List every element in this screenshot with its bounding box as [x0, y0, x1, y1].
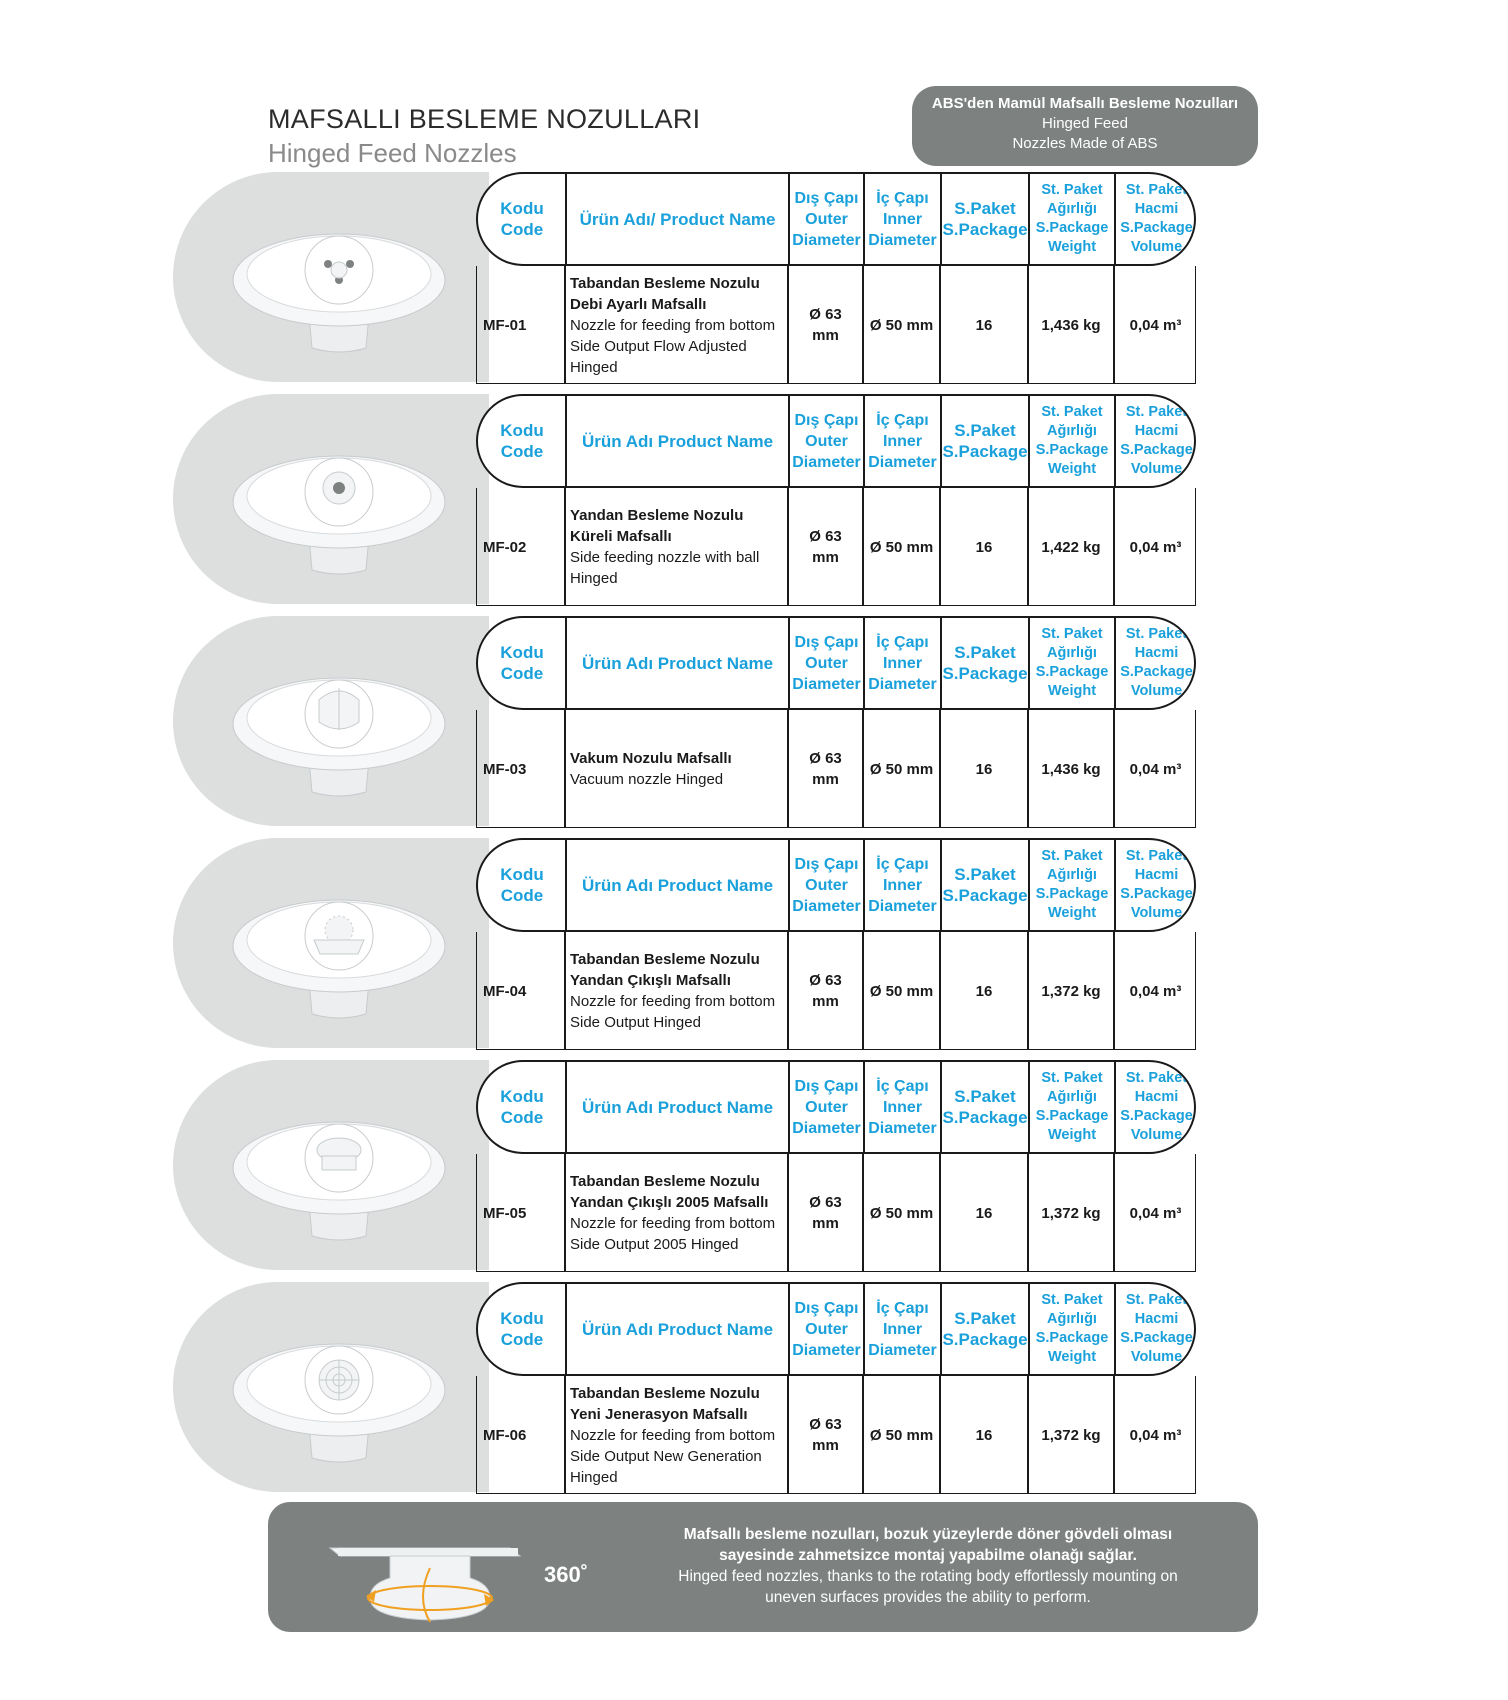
header-package — [941, 618, 1029, 708]
header-outer-diameter-line: Diameter — [792, 453, 861, 471]
header-inner-diameter-line: İç Çapı — [876, 189, 929, 207]
header-package-weight — [1029, 174, 1115, 264]
header-inner-diameter-line: İç Çapı — [876, 855, 929, 873]
outer-diameter — [788, 1154, 863, 1272]
header-package-volume-line: Volume — [1130, 239, 1183, 255]
product-name-en: Nozzle for feeding from bottom — [570, 1426, 776, 1444]
header-code-line: Code — [500, 1330, 544, 1349]
product-name — [565, 488, 787, 606]
product-table — [476, 1060, 1196, 1272]
abs-info-line3: Nozzles Made of ABS — [1012, 135, 1158, 152]
header-package-weight-line: St. Paket — [1041, 848, 1103, 864]
header-outer-diameter — [789, 1284, 864, 1374]
header-package-weight-line: S.Package — [1035, 1108, 1109, 1124]
header-product-name-line: Ürün Adı Product Name — [581, 653, 774, 673]
header-package-volume-line: St. Paket — [1125, 1292, 1188, 1308]
header-package-volume — [1115, 1284, 1196, 1374]
package-volume: 0,04 m³ — [1129, 1204, 1182, 1222]
outer-diameter-value: Ø 63 — [809, 1194, 842, 1211]
inner-diameter: Ø 50 mm — [869, 982, 934, 1000]
header-package-weight — [1029, 396, 1115, 486]
product-table — [476, 838, 1196, 1050]
header-package — [941, 1284, 1029, 1374]
product-name-tr: Yeni Jenerasyon Mafsallı — [570, 1405, 748, 1423]
header-outer-diameter-line: Dış Çapı — [794, 411, 859, 429]
header-package-line: S.Paket — [954, 643, 1016, 662]
header-package-weight-line: St. Paket — [1041, 1070, 1103, 1086]
product-name-tr: Tabandan Besleme Nozulu — [570, 274, 760, 292]
product-name-tr: Yandan Çıkışlı 2005 Mafsallı — [570, 1194, 769, 1211]
table-header — [476, 1060, 1196, 1154]
header-package-volume-line: S.Package — [1120, 1330, 1193, 1346]
header-product-name — [566, 1284, 789, 1374]
header-inner-diameter-line: Inner — [882, 1098, 923, 1116]
product-table — [476, 394, 1196, 606]
header-package-weight-line: Ağırlığı — [1047, 201, 1097, 217]
header-inner-diameter-line: Inner — [882, 654, 923, 672]
table-header — [476, 172, 1196, 266]
header-outer-diameter-line: Dış Çapı — [794, 1077, 859, 1095]
package-volume: 0,04 m³ — [1129, 316, 1182, 334]
product-name-en: Nozzle for feeding from bottom — [570, 316, 776, 334]
header-outer-diameter-line: Diameter — [792, 1119, 861, 1137]
header-package-weight-line: S.Package — [1035, 442, 1109, 458]
table-body-row — [476, 488, 1196, 606]
header-package — [941, 396, 1029, 486]
header-package-weight — [1029, 618, 1115, 708]
product-code: MF-04 — [483, 982, 527, 1000]
product-image — [228, 652, 450, 802]
header-package-line: S.Package — [942, 442, 1028, 461]
header-product-name — [566, 396, 789, 486]
header-product-name-line: Ürün Adı Product Name — [581, 875, 774, 895]
header-outer-diameter-line: Outer — [805, 1098, 848, 1116]
header-inner-diameter-line: Inner — [882, 1320, 923, 1338]
product-name-tr: Yandan Çıkışlı Mafsallı — [570, 972, 731, 989]
header-package-weight-line: St. Paket — [1041, 1292, 1103, 1308]
header-outer-diameter-line: Dış Çapı — [794, 189, 859, 207]
header-package-volume-line: S.Package — [1120, 664, 1193, 680]
header-inner-diameter-line: İç Çapı — [876, 411, 929, 429]
header-inner-diameter-line: Inner — [882, 210, 923, 228]
hinge-info-text — [648, 1524, 1208, 1608]
nozzle-icon — [228, 430, 450, 580]
header-code-line: Kodu — [500, 199, 544, 218]
header-inner-diameter-line: Diameter — [868, 1341, 937, 1359]
outer-diameter-value: Ø 63 — [809, 306, 842, 323]
product-code: MF-02 — [483, 538, 527, 556]
header-outer-diameter-line: Outer — [805, 432, 848, 450]
header-package-weight-line: Ağırlığı — [1047, 1311, 1097, 1327]
inner-diameter: Ø 50 mm — [869, 1204, 934, 1222]
package-weight: 1,372 kg — [1041, 1204, 1101, 1222]
header-package-line: S.Package — [942, 1330, 1028, 1349]
header-inner-diameter — [864, 174, 941, 264]
header-inner-diameter — [864, 1284, 941, 1374]
package-weight: 1,436 kg — [1041, 316, 1101, 334]
table-body-row — [476, 932, 1196, 1050]
product-name-en: Hinged — [570, 358, 618, 376]
header-package-volume-line: Volume — [1130, 683, 1183, 699]
product-row — [0, 838, 1508, 1050]
product-name — [565, 710, 787, 828]
product-name-en: Nozzle for feeding from bottom — [570, 1215, 776, 1232]
product-code: MF-05 — [483, 1204, 527, 1222]
header-code-line: Code — [500, 664, 544, 683]
hinge-info-panel — [268, 1502, 1258, 1632]
outer-diameter — [788, 266, 863, 384]
product-name-tr: Tabandan Besleme Nozulu — [570, 1384, 760, 1402]
inner-diameter: Ø 50 mm — [869, 760, 934, 778]
header-code — [478, 618, 566, 708]
header-code — [478, 1062, 566, 1152]
rotation-degree-label: 360˚ — [544, 1562, 589, 1587]
header-package-weight-line: St. Paket — [1041, 626, 1103, 642]
header-outer-diameter — [789, 840, 864, 930]
header-code-line: Code — [500, 886, 544, 905]
header-package-weight-line: Ağırlığı — [1047, 867, 1097, 883]
header-outer-diameter-line: Outer — [805, 210, 848, 228]
product-name-tr: Yandan Besleme Nozulu — [570, 507, 744, 524]
header-package-weight-line: Weight — [1047, 905, 1097, 921]
header-package-volume-line: S.Package — [1120, 220, 1193, 236]
package-count: 16 — [975, 1426, 993, 1444]
rotation-diagram-icon — [320, 1518, 540, 1626]
header-package-volume-line: Volume — [1130, 905, 1183, 921]
product-name — [565, 932, 787, 1050]
page-title-en: Hinged Feed Nozzles — [268, 138, 517, 168]
header-product-name — [566, 840, 789, 930]
header-code-line: Code — [500, 1108, 544, 1127]
header-package-volume-line: St. Paket — [1125, 1070, 1188, 1086]
header-product-name-line: Ürün Adı Product Name — [581, 431, 774, 451]
header-inner-diameter-line: Diameter — [868, 675, 937, 693]
nozzle-icon — [228, 652, 450, 802]
header-code — [478, 1284, 566, 1374]
header-package-weight-line: St. Paket — [1041, 182, 1103, 198]
header-inner-diameter-line: İç Çapı — [876, 633, 929, 651]
header-package-volume — [1115, 174, 1196, 264]
header-package-volume — [1115, 840, 1196, 930]
header-package-line: S.Package — [942, 1108, 1028, 1127]
header-inner-diameter-line: Diameter — [868, 231, 937, 249]
header-package-volume-line: St. Paket — [1125, 182, 1188, 198]
header-inner-diameter — [864, 618, 941, 708]
header-inner-diameter — [864, 1062, 941, 1152]
header-package-line: S.Paket — [954, 865, 1016, 884]
product-name-en: Hinged — [570, 1468, 618, 1486]
header-outer-diameter — [789, 396, 864, 486]
header-package-weight-line: S.Package — [1035, 886, 1109, 902]
outer-diameter-unit: mm — [812, 1437, 839, 1454]
outer-diameter-unit: mm — [812, 993, 839, 1010]
inner-diameter: Ø 50 mm — [869, 538, 934, 556]
header-inner-diameter-line: İç Çapı — [876, 1077, 929, 1095]
product-name-en: Side feeding nozzle with ball — [570, 549, 760, 566]
table-header — [476, 616, 1196, 710]
table-header — [476, 394, 1196, 488]
header-inner-diameter-line: İç Çapı — [876, 1299, 929, 1317]
header-package-weight — [1029, 840, 1115, 930]
table-body-row — [476, 1376, 1196, 1494]
header-package-volume-line: S.Package — [1120, 442, 1193, 458]
outer-diameter-unit: mm — [812, 327, 839, 344]
header-product-name-line: Ürün Adı Product Name — [581, 1319, 774, 1339]
package-count: 16 — [975, 538, 993, 556]
product-row — [0, 1282, 1508, 1494]
product-code: MF-03 — [483, 760, 527, 778]
header-package-weight-line: Ağırlığı — [1047, 645, 1097, 661]
product-image — [228, 1096, 450, 1246]
outer-diameter-value: Ø 63 — [809, 972, 842, 989]
header-outer-diameter-line: Dış Çapı — [794, 1299, 859, 1317]
header-package-line: S.Paket — [954, 199, 1016, 218]
product-name-en: Side Output Flow Adjusted — [570, 337, 747, 355]
product-row — [0, 1060, 1508, 1272]
product-code: MF-01 — [483, 316, 527, 334]
product-name-en: Hinged — [570, 570, 618, 587]
product-name-en: Nozzle for feeding from bottom — [570, 993, 776, 1010]
outer-diameter — [788, 710, 863, 828]
header-package — [941, 1062, 1029, 1152]
header-package-line: S.Package — [942, 664, 1028, 683]
header-package-weight-line: Weight — [1047, 1127, 1097, 1143]
header-outer-diameter-line: Dış Çapı — [794, 855, 859, 873]
header-package-volume-line: Volume — [1130, 1349, 1183, 1365]
header-code — [478, 396, 566, 486]
header-code-line: Code — [500, 442, 544, 461]
product-code: MF-06 — [483, 1426, 527, 1444]
inner-diameter: Ø 50 mm — [869, 1426, 934, 1444]
header-package-volume-line: St. Paket — [1125, 626, 1188, 642]
header-inner-diameter-line: Inner — [882, 432, 923, 450]
outer-diameter-unit: mm — [812, 549, 839, 566]
header-outer-diameter-line: Outer — [805, 876, 848, 894]
hinge-info-tr2: sayesinde zahmetsizce montaj yapabilme olanağı sağlar. — [719, 1547, 1137, 1564]
product-table — [476, 1282, 1196, 1494]
header-package-volume-line: Hacmi — [1134, 867, 1179, 883]
product-name-tr: Tabandan Besleme Nozulu — [570, 1173, 760, 1190]
header-package-volume-line: Volume — [1130, 461, 1183, 477]
package-volume: 0,04 m³ — [1129, 760, 1182, 778]
product-table — [476, 616, 1196, 828]
header-code-line: Kodu — [500, 643, 544, 662]
table-header — [476, 838, 1196, 932]
abs-info-badge — [912, 86, 1258, 166]
package-volume: 0,04 m³ — [1129, 1426, 1182, 1444]
header-package-weight-line: Weight — [1047, 683, 1097, 699]
header-package-volume-line: Hacmi — [1134, 1089, 1179, 1105]
header-package-line: S.Paket — [954, 1087, 1016, 1106]
header-package-weight-line: S.Package — [1035, 1330, 1109, 1346]
header-package-volume-line: Hacmi — [1134, 423, 1179, 439]
header-package-volume-line: Hacmi — [1134, 1311, 1179, 1327]
table-header — [476, 1282, 1196, 1376]
package-volume: 0,04 m³ — [1129, 538, 1182, 556]
header-outer-diameter-line: Diameter — [792, 231, 861, 249]
header-outer-diameter-line: Diameter — [792, 675, 861, 693]
product-name — [565, 1376, 787, 1494]
package-count: 16 — [975, 760, 993, 778]
header-product-name-line: Ürün Adı/ Product Name — [579, 209, 776, 229]
product-name — [565, 266, 787, 384]
package-count: 16 — [975, 316, 993, 334]
hinge-info-tr1: Mafsallı besleme nozulları, bozuk yüzeylerde döner gövdeli olması — [683, 1526, 1173, 1543]
header-package-weight — [1029, 1284, 1115, 1374]
header-inner-diameter-line: Diameter — [868, 453, 937, 471]
hinge-info-en2: uneven surfaces provides the ability to perform. — [765, 1589, 1091, 1606]
header-code-line: Kodu — [500, 865, 544, 884]
header-package-weight-line: St. Paket — [1041, 404, 1103, 420]
header-product-name — [566, 174, 789, 264]
header-outer-diameter-line: Diameter — [792, 897, 861, 915]
product-name-en: Side Output Hinged — [570, 1014, 701, 1031]
abs-info-line2: Hinged Feed — [1042, 115, 1128, 132]
header-inner-diameter-line: Diameter — [868, 1119, 937, 1137]
abs-info-line1: ABS'den Mamül Mafsallı Besleme Nozulları — [931, 95, 1239, 112]
header-package-volume-line: Hacmi — [1134, 645, 1179, 661]
product-image — [228, 208, 450, 358]
header-package-volume-line: Volume — [1130, 1127, 1183, 1143]
header-code-line: Code — [500, 220, 544, 239]
header-product-name-line: Ürün Adı Product Name — [581, 1097, 774, 1117]
package-weight: 1,436 kg — [1041, 760, 1101, 778]
header-outer-diameter-line: Dış Çapı — [794, 633, 859, 651]
product-name-en: Side Output New Generation — [570, 1447, 762, 1465]
header-code-line: Kodu — [500, 1087, 544, 1106]
package-weight: 1,372 kg — [1041, 1426, 1101, 1444]
outer-diameter — [788, 932, 863, 1050]
outer-diameter — [788, 1376, 863, 1494]
header-package-weight — [1029, 1062, 1115, 1152]
header-code-line: Kodu — [500, 1309, 544, 1328]
header-package-line: S.Paket — [954, 421, 1016, 440]
product-image — [228, 1318, 450, 1468]
nozzle-icon — [228, 874, 450, 1024]
package-count: 16 — [975, 1204, 993, 1222]
header-package-weight-line: Weight — [1047, 1349, 1097, 1365]
header-package-volume-line: S.Package — [1120, 886, 1193, 902]
outer-diameter-unit: mm — [812, 1215, 839, 1232]
header-package-line: S.Package — [942, 220, 1028, 239]
nozzle-icon — [228, 1318, 450, 1468]
product-row — [0, 394, 1508, 606]
header-package-volume-line: S.Package — [1120, 1108, 1193, 1124]
outer-diameter-unit: mm — [812, 771, 839, 788]
header-outer-diameter-line: Outer — [805, 654, 848, 672]
product-row — [0, 172, 1508, 384]
header-package-weight-line: Ağırlığı — [1047, 1089, 1097, 1105]
outer-diameter-value: Ø 63 — [809, 1416, 842, 1433]
product-name-tr: Debi Ayarlı Mafsallı — [570, 295, 707, 313]
product-name-tr: Vakum Nozulu Mafsallı — [570, 750, 732, 767]
header-product-name — [566, 618, 789, 708]
outer-diameter-value: Ø 63 — [809, 750, 842, 767]
header-outer-diameter — [789, 1062, 864, 1152]
header-package-volume-line: St. Paket — [1125, 404, 1188, 420]
header-code — [478, 840, 566, 930]
header-inner-diameter-line: Diameter — [868, 897, 937, 915]
package-volume: 0,04 m³ — [1129, 982, 1182, 1000]
header-outer-diameter — [789, 174, 864, 264]
product-image — [228, 874, 450, 1024]
nozzle-icon — [228, 1096, 450, 1246]
header-inner-diameter — [864, 840, 941, 930]
product-image — [228, 430, 450, 580]
header-package-weight-line: Weight — [1047, 239, 1097, 255]
header-package — [941, 840, 1029, 930]
header-package-weight-line: Weight — [1047, 461, 1097, 477]
package-weight: 1,422 kg — [1041, 538, 1101, 556]
header-package — [941, 174, 1029, 264]
header-package-line: S.Package — [942, 886, 1028, 905]
inner-diameter: Ø 50 mm — [869, 316, 934, 334]
product-name-tr: Tabandan Besleme Nozulu — [570, 951, 760, 968]
product-name — [565, 1154, 787, 1272]
header-package-volume-line: Hacmi — [1134, 201, 1179, 217]
hinge-info-en1: Hinged feed nozzles, thanks to the rotating body effortlessly mounting on — [678, 1568, 1178, 1585]
product-name-en: Vacuum nozzle Hinged — [570, 771, 724, 788]
page-title-tr: MAFSALLI BESLEME NOZULLARI — [268, 104, 701, 134]
header-product-name — [566, 1062, 789, 1152]
header-package-volume — [1115, 618, 1196, 708]
product-row — [0, 616, 1508, 828]
header-package-weight-line: S.Package — [1035, 220, 1109, 236]
product-table — [476, 172, 1196, 384]
package-weight: 1,372 kg — [1041, 982, 1101, 1000]
header-package-volume — [1115, 1062, 1196, 1152]
header-package-volume-line: St. Paket — [1125, 848, 1188, 864]
table-body-row — [476, 1154, 1196, 1272]
package-count: 16 — [975, 982, 993, 1000]
header-outer-diameter-line: Diameter — [792, 1341, 861, 1359]
product-name-tr: Küreli Mafsallı — [570, 528, 672, 545]
nozzle-icon — [228, 208, 450, 358]
table-body-row — [476, 266, 1196, 384]
header-package-volume — [1115, 396, 1196, 486]
header-package-line: S.Paket — [954, 1309, 1016, 1328]
table-body-row — [476, 710, 1196, 828]
outer-diameter-value: Ø 63 — [809, 528, 842, 545]
header-package-weight-line: Ağırlığı — [1047, 423, 1097, 439]
header-inner-diameter-line: Inner — [882, 876, 923, 894]
outer-diameter — [788, 488, 863, 606]
header-outer-diameter-line: Outer — [805, 1320, 848, 1338]
header-code-line: Kodu — [500, 421, 544, 440]
header-package-weight-line: S.Package — [1035, 664, 1109, 680]
product-name-en: Side Output 2005 Hinged — [570, 1236, 739, 1253]
header-code — [478, 174, 566, 264]
header-outer-diameter — [789, 618, 864, 708]
header-inner-diameter — [864, 396, 941, 486]
